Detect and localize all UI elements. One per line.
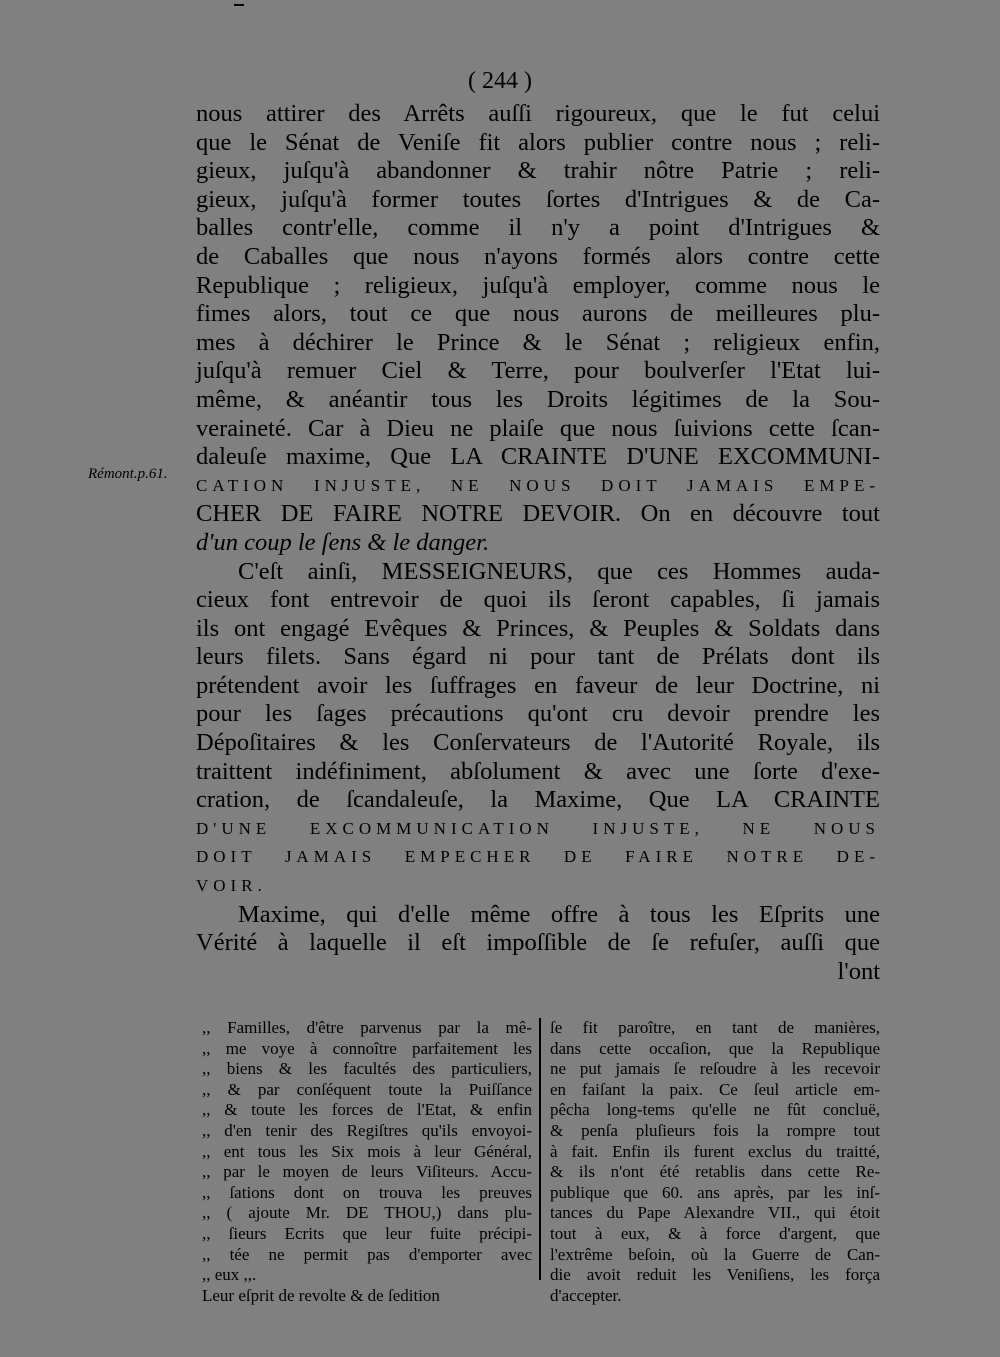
footnote-line: & ils n'ont été retablis dans cette Re- bbox=[550, 1162, 880, 1182]
text-line: Dépoſitaires & les Conſervateurs de l'Autorité Royale, ils bbox=[196, 729, 880, 757]
text-line: nous attirer des Arrêts auſſi rigoureux, que le fut celui bbox=[196, 100, 880, 127]
footnote-line: Leur eſprit de revolte & de ſedition bbox=[202, 1285, 440, 1305]
text-line: Vérité à laquelle il eſt impoſſible de ſe refuſer, auſſi que bbox=[196, 929, 880, 957]
margin-reference: Rémont.p.61. bbox=[88, 466, 168, 482]
footnote-line: ,, ſations dont on trouva les preuves bbox=[202, 1182, 532, 1202]
footnote-line: ne put jamais ſe reſoudre à les recevoir bbox=[550, 1059, 880, 1079]
footnote-line: ſe fit paroître, en tant de manières, bbox=[550, 1018, 880, 1037]
print-mark bbox=[234, 4, 244, 6]
text-line: C'eſt ainſi, MESSEIGNEURS, que ces Hommes auda- bbox=[238, 557, 880, 585]
footnote-left-column bbox=[202, 1018, 532, 1306]
footnote-line: ,, biens & les facultés des particuliers, bbox=[202, 1059, 532, 1079]
text-line: de Caballes que nous n'ayons formés alors contre cette bbox=[196, 242, 880, 270]
text-line: même, & anéantir tous les Droits légitimes de la Sou- bbox=[196, 385, 880, 413]
text-line: d'un coup le ſens & le danger. bbox=[196, 528, 490, 556]
footnote-right-column bbox=[550, 1018, 880, 1306]
text-line: Republique ; religieux, juſqu'à employer, comme nous le bbox=[196, 271, 880, 299]
footnote-line: ,, & toute les forces de l'Etat, & enfin bbox=[202, 1100, 532, 1120]
text-line: veraineté. Car à Dieu ne plaiſe que nous ſuivions cette ſcan- bbox=[196, 414, 880, 442]
text-line: traittent indéfiniment, abſolument & avec une ſorte d'exe- bbox=[196, 757, 880, 785]
footnote-line: ,, ( ajoute Mr. DE THOU,) dans plu- bbox=[202, 1203, 532, 1223]
text-line: gieux, juſqu'à former toutes ſortes d'Intrigues & de Ca- bbox=[196, 185, 880, 213]
text-line: prétendent avoir les ſuffrages en faveur de leur Doctrine, ni bbox=[196, 671, 880, 699]
footnote-line: en faiſant la paix. Ce ſeul article em- bbox=[550, 1079, 880, 1099]
footnote-line: ,, me voye à connoître parfaitement les bbox=[202, 1038, 532, 1058]
text-line: fimes alors, tout ce que nous aurons de meilleures plu- bbox=[196, 300, 880, 328]
footnote-line: tout à eux, & à force d'argent, que bbox=[550, 1223, 880, 1243]
footnote-line: ,, d'en tenir des Regiſtres qu'ils envoyoi- bbox=[202, 1120, 532, 1140]
footnote-line: ,, Familles, d'être parvenus par la mê- bbox=[202, 1018, 532, 1037]
footnote-line: tances du Pape Alexandre VII., qui étoit bbox=[550, 1203, 880, 1223]
text-line: leurs filets. Sans égard ni pour tant de Prélats dont ils bbox=[196, 643, 880, 671]
footnote-line: ,, ſieurs Ecrits que leur fuite précipi- bbox=[202, 1223, 532, 1243]
footnote-line: pêcha long-tems qu'elle ne fût concluë, bbox=[550, 1100, 880, 1120]
footnote-line: d'accepter. bbox=[550, 1285, 622, 1305]
footnote-line: publique que 60. ans après, par les inſ- bbox=[550, 1182, 880, 1202]
text-line: que le Sénat de Veniſe fit alors publier contre nous ; reli- bbox=[196, 128, 880, 156]
text-line: mes à déchirer le Prince & le Sénat ; religieux enfin, bbox=[196, 328, 880, 356]
main-text bbox=[196, 100, 880, 986]
footnote-line: ,, eux ,,. bbox=[202, 1265, 257, 1285]
text-line: cieux font entrevoir de quoi ils ſeront capables, ſi jamais bbox=[196, 586, 880, 614]
footnote-line: & penſa pluſieurs fois la rompre tout bbox=[550, 1120, 880, 1140]
column-divider bbox=[539, 1018, 541, 1280]
text-line: VOIR. bbox=[196, 876, 267, 896]
footnote-line: ,, & par conſéquent toute la Puiſſance bbox=[202, 1079, 532, 1099]
text-line: CATION INJUSTE, NE NOUS DOIT JAMAIS EMPE- bbox=[196, 475, 880, 495]
footnote-line: dans cette occaſion, que la Republique bbox=[550, 1038, 880, 1058]
text-line: l'ont bbox=[837, 957, 880, 985]
footnote-line: die avoit reduit les Veniſiens, les força bbox=[550, 1265, 880, 1285]
text-line: DOIT JAMAIS EMPECHER DE FAIRE NOTRE DE- bbox=[196, 847, 880, 867]
text-line: gieux, juſqu'à abandonner & trahir nôtre Patrie ; reli- bbox=[196, 157, 880, 185]
text-line: juſqu'à remuer Ciel & Terre, pour boulverſer l'Etat lui- bbox=[196, 357, 880, 385]
text-line: pour les ſages précautions qu'ont cru devoir prendre les bbox=[196, 700, 880, 728]
text-line: ils ont engagé Evêques & Princes, & Peuples & Soldats dans bbox=[196, 614, 880, 642]
text-line: balles contr'elle, comme il n'y a point d'Intrigues & bbox=[196, 214, 880, 242]
text-line: Maxime, qui d'elle même offre à tous les Eſprits une bbox=[238, 900, 880, 928]
text-line: cration, de ſcandaleuſe, la Maxime, Que LA CRAINTE bbox=[196, 786, 880, 814]
text-line: D'UNE EXCOMMUNICATION INJUSTE, NE NOUS bbox=[196, 818, 880, 838]
footnote-line: ,, par le moyen de leurs Viſiteurs. Accu- bbox=[202, 1162, 532, 1182]
footnote-line: à fait. Enfin ils furent exclus du traitté, bbox=[550, 1141, 880, 1161]
footnote-line: l'extrême beſoin, où la Guerre de Can- bbox=[550, 1244, 880, 1264]
footnote-line: ,, ent tous les Six mois à leur Général, bbox=[202, 1141, 532, 1161]
text-line: CHER DE FAIRE NOTRE DEVOIR. On en découvre tout bbox=[196, 500, 880, 528]
page-number: ( 244 ) bbox=[468, 68, 532, 94]
text-line: daleuſe maxime, Que LA CRAINTE D'UNE EXCOMMUNI- bbox=[196, 443, 880, 471]
footnote-line: ,, tée ne permit pas d'emporter avec bbox=[202, 1244, 532, 1264]
